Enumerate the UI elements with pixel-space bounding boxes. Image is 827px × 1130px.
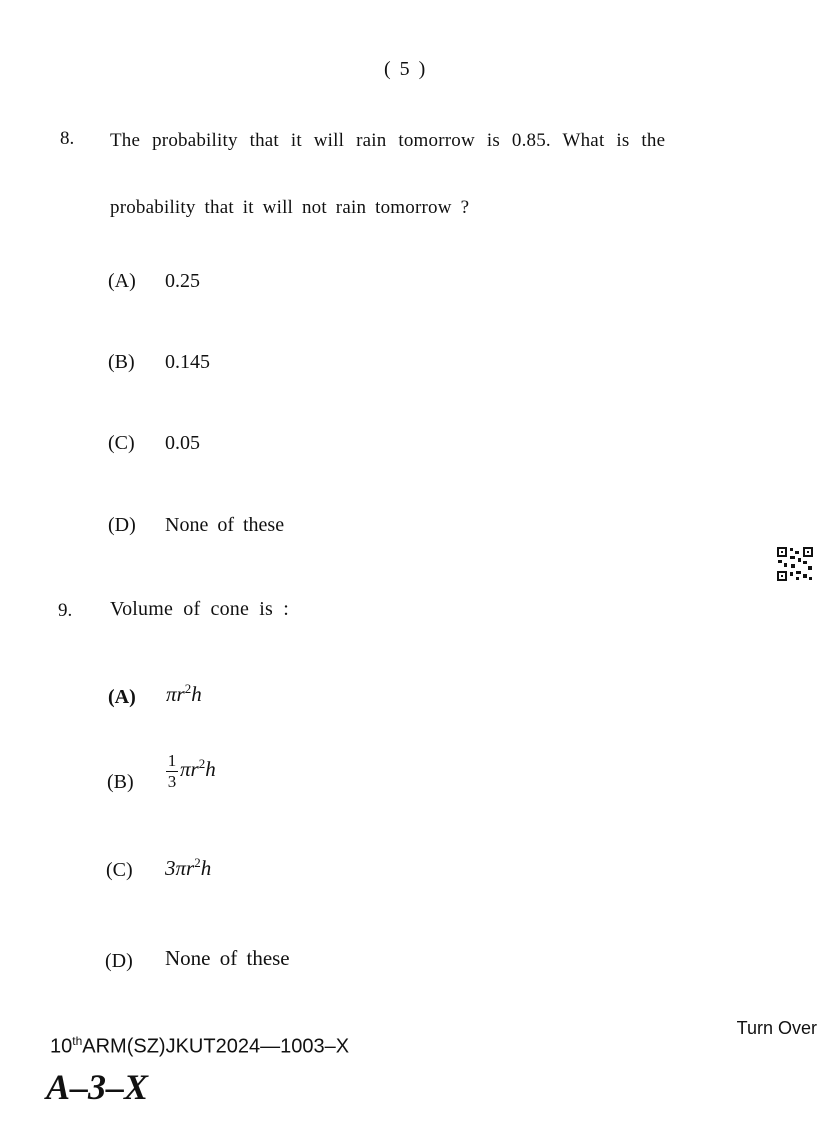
formula-pi-r-squared-h bbox=[166, 682, 202, 707]
formula-base: πr bbox=[180, 757, 199, 782]
fraction-numerator: 1 bbox=[167, 751, 177, 770]
option-text: 0.05 bbox=[165, 432, 200, 454]
option-label: (D) bbox=[108, 514, 136, 536]
option-label: (C) bbox=[106, 859, 133, 881]
option-label: (D) bbox=[105, 950, 133, 972]
option-label: (A) bbox=[108, 270, 136, 292]
qr-code-icon bbox=[776, 546, 814, 582]
option-label: (A) bbox=[108, 686, 136, 708]
option-text: 0.145 bbox=[165, 351, 210, 373]
paper-code bbox=[50, 1034, 349, 1059]
option-text: None of these bbox=[165, 514, 285, 536]
formula-three-pi-r-squared-h bbox=[165, 856, 211, 881]
formula-base: 3πr bbox=[165, 856, 195, 880]
paper-code-rest: ARM(SZ)JKUT2024—1003–X bbox=[82, 1035, 350, 1058]
turn-over-label: Turn Over bbox=[736, 1018, 817, 1038]
formula-exponent: 2 bbox=[198, 756, 206, 772]
question-text-line2: probability that it will not rain tomorrow ? bbox=[110, 197, 470, 218]
formula-one-third-pi-r-squared-h bbox=[166, 752, 216, 791]
formula-exponent: 2 bbox=[184, 681, 192, 696]
option-label: (B) bbox=[107, 771, 134, 793]
option-label: (C) bbox=[108, 432, 135, 454]
option-label: (B) bbox=[108, 351, 135, 373]
formula-tail: h bbox=[205, 757, 216, 782]
paper-code-sup: th bbox=[72, 1034, 83, 1048]
option-text: None of these bbox=[165, 946, 290, 970]
fraction bbox=[166, 752, 178, 791]
option-text: 0.25 bbox=[165, 270, 200, 292]
question-number: 8. bbox=[60, 128, 75, 149]
formula-tail: h bbox=[191, 682, 202, 706]
question-number: 9. bbox=[58, 600, 73, 621]
page-number: ( 5 ) bbox=[384, 58, 428, 80]
formula-base: πr bbox=[166, 682, 185, 706]
paper-series: A–3–X bbox=[46, 1067, 149, 1107]
question-text-line1: The probability that it will rain tomorrow is 0.85. What is the bbox=[110, 130, 666, 151]
fraction-denominator: 3 bbox=[167, 771, 177, 791]
formula-tail: h bbox=[200, 856, 212, 880]
paper-code-prefix: 10 bbox=[50, 1035, 73, 1058]
question-text-line1: Volume of cone is : bbox=[110, 598, 289, 620]
formula-exponent: 2 bbox=[194, 855, 201, 870]
